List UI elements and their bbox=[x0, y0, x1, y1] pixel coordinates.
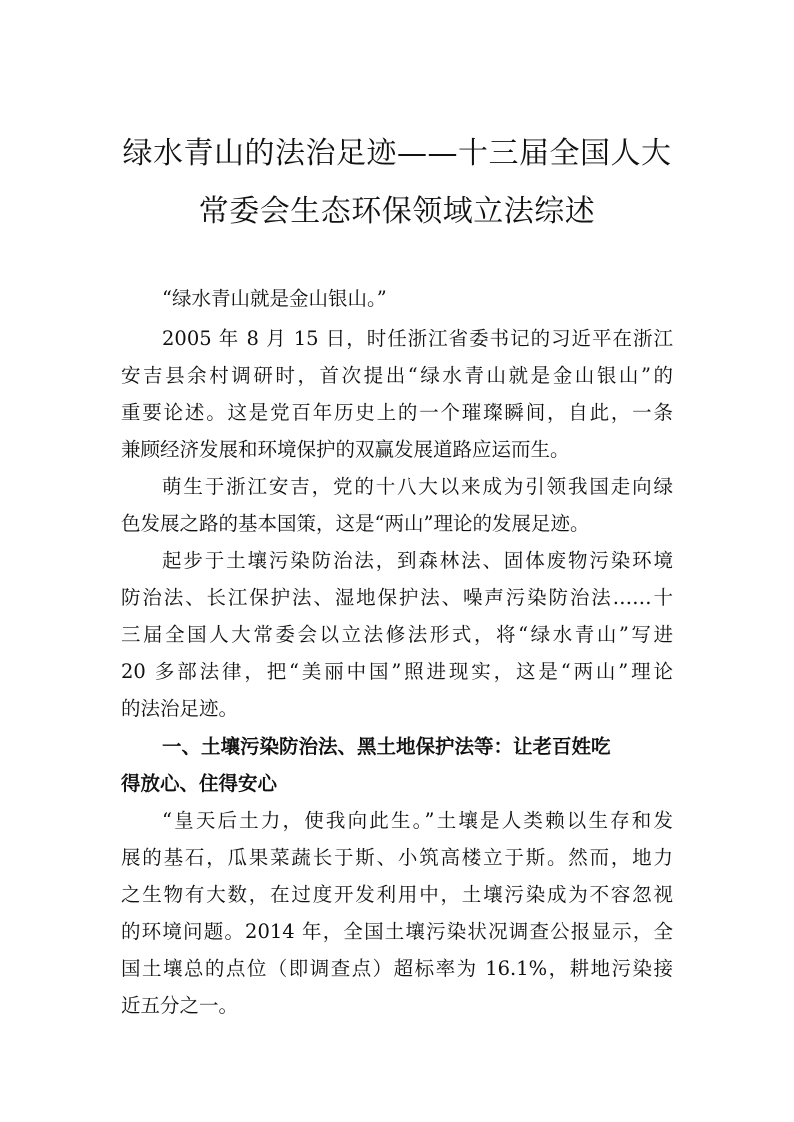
paragraph-line: 兼顾经济发展和环境保护的双赢发展道路应运而生。 bbox=[121, 438, 570, 461]
paragraph-line: 三届全国人大常委会以立法修法形式，将“绿水青山”写进 bbox=[121, 623, 673, 646]
paragraph-line: “绿水青山就是金山银山。” bbox=[162, 287, 387, 310]
section-heading-line: 一、土壤污染防治法、黑土地保护法等：让老百姓吃 bbox=[162, 735, 611, 758]
paragraph-line: 色发展之路的基本国策，这是“两山”理论的发展足迹。 bbox=[121, 512, 590, 535]
paragraph-line: 的环境问题。2014 年，全国土壤污染状况调查公报显示，全 bbox=[121, 920, 673, 943]
paragraph-line: 之生物有大数，在过度开发利用中，土壤污染成为不容忽视 bbox=[121, 883, 673, 906]
paragraph-line: 萌生于浙江安吉，党的十八大以来成为引领我国走向绿 bbox=[162, 475, 673, 498]
document-title-line-2: 常委会生态环保领域立法综述 bbox=[198, 194, 596, 229]
paragraph-line: 展的基石，瓜果菜蔬长于斯、小筑高楼立于斯。然而，地力 bbox=[121, 846, 673, 869]
paragraph-line: 国土壤总的点位（即调查点）超标率为 16.1%，耕地污染接 bbox=[121, 957, 673, 980]
paragraph-line: “皇天后土力，使我向此生。”土壤是人类赖以生存和发 bbox=[162, 809, 673, 832]
paragraph-line: 防治法、长江保护法、湿地保护法、噪声污染防治法……十 bbox=[121, 586, 673, 609]
paragraph-line: 20 多部法律，把“美丽中国”照进现实，这是“两山”理论 bbox=[121, 660, 673, 683]
paragraph-line: 起步于土壤污染防治法，到森林法、固体废物污染环境 bbox=[162, 549, 673, 572]
section-heading-line: 得放心、住得安心 bbox=[121, 772, 278, 795]
document-title-line-1: 绿水青山的法治足迹——十三届全国人大 bbox=[122, 136, 672, 171]
paragraph-line: 近五分之一。 bbox=[121, 994, 239, 1017]
paragraph-line: 2005 年 8 月 15 日，时任浙江省委书记的习近平在浙江 bbox=[162, 327, 673, 350]
paragraph-line: 安吉县余村调研时，首次提出“绿水青山就是金山银山”的 bbox=[121, 364, 673, 387]
paragraph-line: 的法治足迹。 bbox=[121, 697, 239, 720]
paragraph-line: 重要论述。这是党百年历史上的一个璀璨瞬间，自此，一条 bbox=[121, 401, 673, 424]
